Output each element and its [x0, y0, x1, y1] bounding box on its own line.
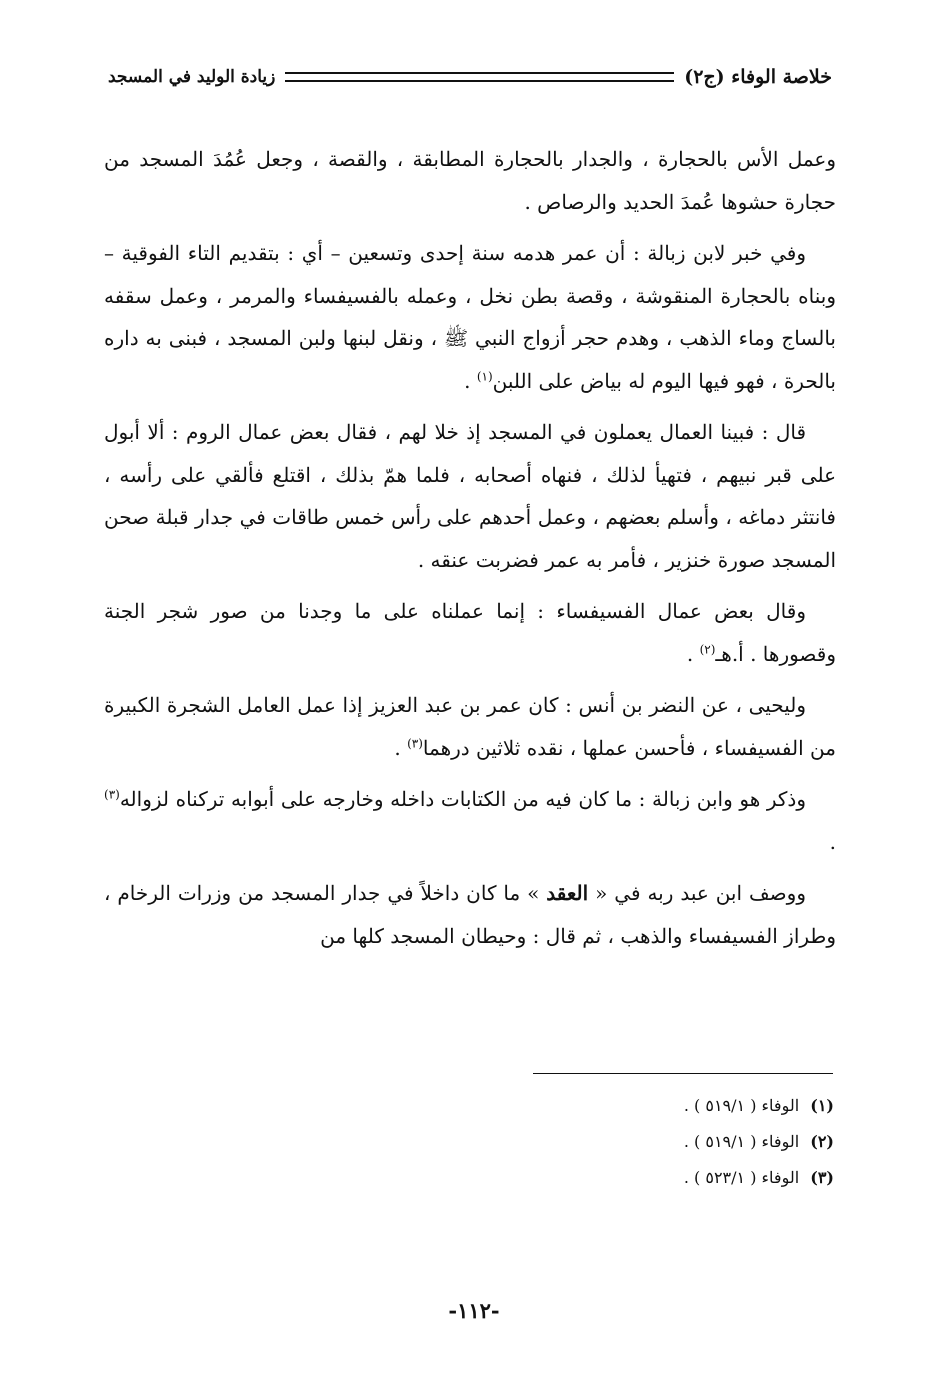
footnote-text: الوفاء ( ٥٢٣/١ ) .: [683, 1168, 800, 1187]
footnote-ref[interactable]: (١): [476, 368, 493, 383]
footnote: [560, 1160, 834, 1196]
footnote-text: الوفاء ( ٥١٩/١ ) .: [683, 1132, 800, 1151]
footnote-ref[interactable]: (٣): [407, 735, 423, 750]
header-rule: [285, 72, 674, 82]
paragraph: وعمل الأس بالحجارة ، والجدار بالحجارة المطابقة ، والقصة ، وجعل عُمُدَ المسجد من حجارة حشوها عُمدَ الحديد والرصاص .: [104, 147, 836, 214]
running-header: [108, 62, 832, 92]
footnote-text: الوفاء ( ٥١٩/١ ) .: [683, 1096, 800, 1115]
book-title: خلاصة الوفاء (ج٢): [684, 66, 832, 88]
main-text: [104, 138, 836, 966]
paragraph: ووصف ابن عبد ربه في « العقد » ما كان داخلاً في جدار المسجد من وزرات الرخام ، وطراز الفسيفساء والذهب ، ثم قال : وحيطان المسجد كلها من: [104, 881, 836, 948]
chapter-title: زيادة الوليد في المسجد: [108, 67, 276, 87]
paragraph: وليحيى ، عن النضر بن أنس : كان عمر بن عبد العزيز إذا عمل العامل الشجرة الكبيرة من الفسيفساء ، فأحسن عملها ، نقده ثلاثين درهما$^{(٣)}$ .: [104, 693, 836, 760]
paragraph: وقال بعض عمال الفسيفساء : إنما عملناه على ما وجدنا من صور شجر الجنة وقصورها . أ.هـ$^{(٢)}$ .: [104, 599, 836, 666]
book-name-emphasis: العقد: [546, 881, 589, 905]
footnote-ref[interactable]: (٢): [699, 641, 716, 656]
footnote-number: (٣): [810, 1168, 834, 1187]
paragraph: قال : فبينا العمال يعملون في المسجد إذ خلا لهم ، فقال بعض عمال الروم : ألا أبول على قبر نبيهم ، فتهيأ لذلك ، فنهاه أصحابه ، فلما همّ بذلك ، اقتلع فألقي على رأسه ، فانتثر دماغه ، وأسلم بعضهم ، وعمل أحدهم على رأس خمس طاقات في جدار قبلة صحن المسجد صورة خنزير ، فأمر به عمر فضربت عنقه .: [104, 420, 836, 572]
footnote-ref[interactable]: (٣): [104, 787, 120, 802]
footnote-separator: [533, 1073, 833, 1074]
paragraph: وذكر هو وابن زبالة : ما كان فيه من الكتابات داخله وخارجه على أبوابه تركناه لزواله$^{(٣)}$ .: [104, 787, 836, 854]
footnotes: [560, 1088, 834, 1196]
footnote: [560, 1124, 834, 1160]
page-number: -١١٢-: [448, 1298, 500, 1323]
paragraph: وفي خبر لابن زبالة : أن عمر هدمه سنة إحدى وتسعين – أي : بتقديم التاء الفوقية – وبناه بالحجارة المنقوشة ، وقصة بطن نخل ، وعمله بالفسيفساء والمرمر ، وعمل سقفه بالساج وماء الذهب ، وهدم حجر أزواج النبي ﷺ ، ونقل لبنها ولبن المسجد ، فبنى به داره بالحرة ، فهو فيها اليوم له بياض على اللبن$^{(١)}$ .: [104, 241, 836, 393]
footnote: [560, 1088, 834, 1124]
footnote-number: (٢): [810, 1132, 834, 1151]
footnote-number: (١): [810, 1096, 834, 1115]
